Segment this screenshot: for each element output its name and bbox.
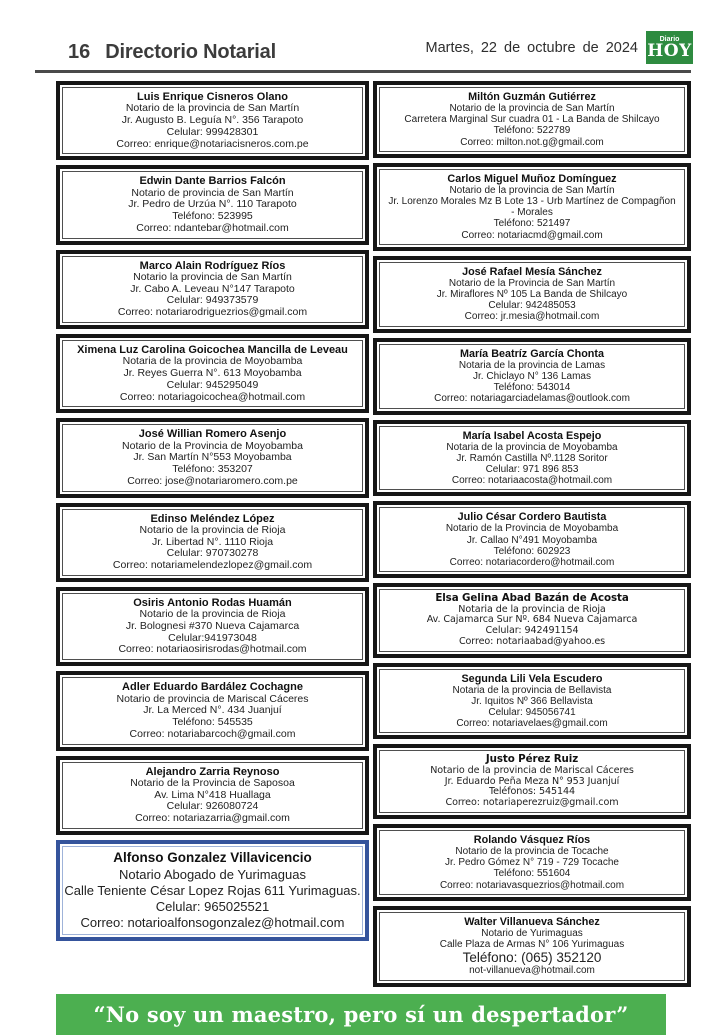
notary-detail-line: Jr. Iquitos Nº 366 Bellavista [471, 695, 593, 707]
notary-detail-line: Notario Abogado de Yurimaguas [119, 866, 306, 882]
notary-card [373, 163, 691, 251]
notary-detail-line: Notaria de la provincia de Bellavista [452, 684, 612, 696]
notary-card [373, 824, 691, 901]
notary-detail-line: Celular: 999428301 [166, 125, 259, 138]
notary-card-frame [62, 87, 363, 154]
notary-detail-line: Notario la provincia de San Martín [133, 270, 292, 283]
notary-detail-line: Celular: 942485053 [488, 300, 576, 312]
notary-name: María Beatríz García Chonta [459, 347, 604, 360]
notary-detail-line: Correo: notariagoicochea@hotmail.com [119, 390, 306, 403]
notary-card-frame [379, 589, 685, 651]
notary-detail-line: not-villanueva@hotmail.com [469, 965, 595, 977]
notary-detail-line: Correo: notariacordero@hotmail.com [449, 556, 615, 568]
notary-card [56, 587, 369, 666]
diario-hoy-logo [646, 31, 693, 64]
notary-card-frame [62, 424, 363, 491]
notary-detail-line: Jr. Bolognesi #370 Nueva Cajamarca [125, 619, 300, 632]
notary-detail-line: Celular:941973048 [168, 631, 257, 644]
notary-detail-line: Celular: 965025521 [155, 898, 270, 914]
notary-card [56, 81, 369, 160]
notary-detail-line: Teléfono: 602923 [493, 545, 571, 557]
notary-detail-line: Carretera Marginal Sur cuadra 01 - La Banda de Shilcayo [404, 114, 660, 126]
notary-detail-line: Correo: jr.mesia@hotmail.com [464, 311, 600, 323]
notary-name: Marco Alain Rodríguez Ríos [139, 259, 286, 272]
notary-card [373, 744, 691, 818]
notary-name: José Rafael Mesía Sánchez [462, 265, 602, 278]
notary-detail-line: Correo: milton.not.g@gmail.com [460, 136, 604, 148]
notary-name: Alejandro Zarria Reynoso [145, 765, 280, 778]
notary-detail-line: Jr. Libertad N°. 1110 Rioja [151, 535, 274, 548]
issue-date: Martes, 22 de octubre de 2024 [425, 39, 638, 56]
notary-detail-line: Notaria de la provincia de Rioja [458, 603, 606, 615]
notary-detail-line: Celular: 926080724 [166, 800, 259, 813]
notary-card [56, 503, 369, 582]
notary-detail-line: Av. Cajamarca Sur Nº. 684 Nueva Cajamarca [426, 614, 638, 626]
notary-detail-line: Notario de la Provincia de Moyobamba [122, 439, 303, 452]
notary-detail-line: Teléfono: 545535 [172, 716, 253, 728]
notary-card-frame [379, 169, 685, 245]
notary-card-frame [62, 340, 363, 407]
notary-detail-line: Notario de la provincia de Rioja [139, 608, 286, 621]
notary-detail-line: Correo: enrique@notariacisneros.com.pe [116, 137, 309, 150]
notary-detail-line: Notario de la provincia de Tocache [455, 846, 609, 857]
notary-card [56, 334, 369, 413]
notary-card-frame [379, 750, 685, 812]
notary-card [56, 840, 369, 941]
notary-name: Miltón Guzmán Gutiérrez [468, 91, 596, 103]
notary-name: Julio César Cordero Bautista [457, 511, 607, 524]
notary-card [56, 756, 369, 835]
notary-name: Edwin Dante Barrios Falcón [139, 175, 286, 188]
notary-card-frame [379, 87, 685, 152]
notary-detail-line: Jr. Ramón Castilla Nº.1128 Soritor [456, 452, 608, 464]
notary-detail-line: Correo: notariaosirisrodas@hotmail.com [118, 643, 307, 656]
notary-detail-line: Correo: notariabarcoch@gmail.com [129, 727, 296, 740]
notary-detail-line: Calle Plaza de Armas N° 106 Yurimaguas [439, 939, 625, 951]
notary-detail-line: Correo: notariazarria@gmail.com [135, 812, 290, 825]
notary-card [373, 501, 691, 578]
notary-name: Carlos Miguel Muñoz Domínguez [447, 172, 617, 185]
notary-name: Luis Enrique Cisneros Olano [137, 91, 288, 103]
notary-detail-line: Jr. Augusto B. Leguía N°. 356 Tarapoto [121, 114, 304, 127]
notary-card-frame [62, 509, 363, 576]
notary-detail-line: Notario de la provincia de Mariscal Cáceres [430, 764, 634, 776]
notary-name: Edinso Meléndez López [150, 512, 275, 525]
notary-card [373, 81, 691, 158]
notary-name: José Willian Romero Asenjo [138, 428, 287, 441]
notary-detail-line: Celular: 970730278 [166, 547, 259, 560]
notary-detail-line: Av. Lima N°418 Huallaga [154, 788, 271, 801]
notary-detail-line: Teléfono: 521497 [493, 218, 571, 230]
notary-detail-line: Celular: 971 896 853 [485, 463, 579, 475]
notary-detail-line: Notario de la Provincia de San Martín [448, 277, 616, 289]
notary-name: Justo Pérez Ruiz [485, 753, 579, 766]
notary-card-frame [379, 912, 685, 981]
notary-name: María Isabel Acosta Espejo [462, 429, 602, 442]
notary-detail-line: Correo: ndantebar@hotmail.com [136, 221, 289, 234]
notary-detail-line: Jr. Cabo A. Leveau N°147 Tarapoto [130, 282, 295, 295]
notary-card-frame [62, 256, 363, 323]
notary-detail-line: Notario de la provincia de San Martín [449, 184, 615, 196]
notary-card-frame [62, 846, 363, 935]
notary-name: Ximena Luz Carolina Goicochea Mancilla de Leveau [77, 343, 348, 356]
notary-card [373, 420, 691, 497]
quote-banner [56, 994, 666, 1035]
notary-card [56, 418, 369, 497]
notary-detail-line: Correo: notariavelaes@gmail.com [456, 718, 608, 730]
notary-detail-line: Notaria de la provincia de Moyobamba [446, 441, 618, 453]
notary-card-frame [62, 171, 363, 238]
notary-detail-line: Jr. Pedro Gómez N° 719 - 729 Tocache [445, 857, 619, 869]
notary-card-frame [379, 344, 685, 409]
notary-detail-line: Notario de Yurimaguas [481, 927, 583, 939]
notary-detail-line: Jr. Pedro de Urzúa N°. 110 Tarapoto [128, 198, 297, 211]
notary-detail-line: Teléfono: 353207 [172, 463, 253, 476]
notary-card-frame [62, 677, 363, 744]
notary-detail-line: Teléfono: 522789 [493, 125, 571, 137]
notary-detail-line: Jr. Chiclayo N° 136 Lamas [473, 370, 591, 382]
notary-card-frame [379, 262, 685, 327]
notary-detail-line: Notario de provincia de Mariscal Cáceres [116, 692, 309, 705]
notary-card-frame [62, 762, 363, 829]
notary-detail-line: Correo: jose@notariaromero.com.pe [127, 474, 298, 487]
page-number: 16 [68, 41, 91, 63]
notary-name: Adler Eduardo Bardález Cochagne [122, 681, 303, 694]
notary-detail-line: Correo: notariacmd@gmail.com [461, 229, 603, 241]
notary-card-frame [379, 669, 685, 734]
directory-column-left [56, 81, 369, 987]
notary-detail-line: Jr. Callao N°491 Moyobamba [466, 534, 598, 546]
notary-name: Walter Villanueva Sánchez [464, 915, 600, 928]
notary-name: Elsa Gelina Abad Bazán de Acosta [435, 592, 629, 605]
notary-detail-line: Correo: notariaabad@yahoo.es [458, 635, 606, 647]
header-left [68, 41, 276, 64]
notary-detail-line: Correo: notarioalfonsogonzalez@hotmail.com [80, 914, 345, 930]
header-right [426, 31, 694, 64]
footer-quote: “No soy un maestro, pero sí un despertador” [93, 1001, 629, 1027]
notary-detail-line: Notario de provincia de San Martín [131, 186, 294, 199]
notary-detail-line: Celular: 949373579 [166, 294, 259, 307]
notary-detail-line: Celular: 942491154 [485, 625, 579, 637]
notary-card [373, 338, 691, 415]
notary-detail-line: Celular: 945056741 [488, 707, 576, 719]
notary-card [56, 165, 369, 244]
notary-detail-line: Notario de la provincia de San Martín [125, 102, 300, 115]
logo-hoy-text: HOY [647, 40, 692, 61]
notary-detail-line: Calle Teniente César Lopez Rojas 611 Yurimaguas. [64, 882, 361, 898]
notary-detail-line: Notaria de la provincia de Moyobamba [122, 355, 303, 368]
notary-detail-line: Correo: notariaperezruiz@gmail.com [445, 797, 619, 809]
notary-card [373, 583, 691, 657]
notary-detail-line: Teléfono: (065) 352120 [462, 950, 602, 966]
notary-card-frame [379, 830, 685, 895]
notary-name: Osiris Antonio Rodas Huamán [133, 596, 292, 609]
logo-diario-text: Diario [659, 35, 680, 43]
notary-detail-line: Celular: 945295049 [166, 378, 259, 391]
notary-card [56, 250, 369, 329]
notary-detail-line: Teléfono: 551604 [493, 868, 571, 880]
notary-detail-line: Jr. Miraflores Nº 105 La Banda de Shilcayo [436, 289, 628, 301]
notary-detail-line: Notaria de la provincia de Lamas [458, 359, 606, 371]
notary-detail-line: Correo: notariarodriguezrios@gmail.com [117, 306, 308, 319]
notary-detail-line: Correo: notariavasquezrios@hotmail.com [439, 879, 625, 891]
notary-detail-line: Notario de la provincia de San Martín [449, 103, 615, 115]
notary-card [373, 256, 691, 333]
notary-detail-line: - Morales [511, 207, 553, 219]
notary-detail-line: Teléfono: 543014 [493, 382, 571, 394]
notary-card [373, 906, 691, 987]
notary-detail-line: Notario de la Provincia de Moyobamba [445, 523, 619, 535]
notary-detail-line: Correo: notariamelendezlopez@gmail.com [112, 559, 313, 572]
notary-detail-line: Notario de la Provincia de Saposoa [130, 776, 295, 789]
notary-detail-line: Jr. Lorenzo Morales Mz B Lote 13 - Urb Martínez de Compagñon [388, 196, 676, 208]
notary-detail-line: Teléfono: 523995 [172, 210, 253, 223]
notary-card [56, 671, 369, 750]
notary-detail-line: Correo: notariaacosta@hotmail.com [451, 475, 613, 487]
notary-detail-line: Correo: notariagarciadelamas@outlook.com [434, 393, 630, 405]
notary-detail-line: Jr. Eduardo Peña Meza N° 953 Juanjuí [444, 775, 620, 787]
header-divider-rule [35, 70, 691, 73]
notary-card [373, 663, 691, 740]
notary-name: Alfonso Gonzalez Villavicencio [113, 849, 312, 865]
directory-columns [56, 81, 693, 987]
notary-name: Segunda Lili Vela Escudero [461, 672, 603, 685]
notary-detail-line: Jr. San Martín N°553 Moyobamba [133, 451, 292, 464]
directory-column-right [373, 81, 691, 987]
notary-card-frame [379, 507, 685, 572]
notary-card-frame [379, 426, 685, 491]
notary-detail-line: Teléfonos: 545144 [488, 786, 576, 798]
notary-detail-line: Jr. La Merced N°. 434 Juanjuí [143, 704, 282, 717]
notary-detail-line: Notario de la provincia de Rioja [139, 523, 286, 536]
notary-card-frame [62, 593, 363, 660]
notary-name: Rolando Vásquez Ríos [473, 833, 591, 846]
page-header [68, 22, 693, 64]
notary-detail-line: Jr. Reyes Guerra N°. 613 Moyobamba [123, 367, 302, 379]
page-title: Directorio Notarial [105, 41, 276, 63]
